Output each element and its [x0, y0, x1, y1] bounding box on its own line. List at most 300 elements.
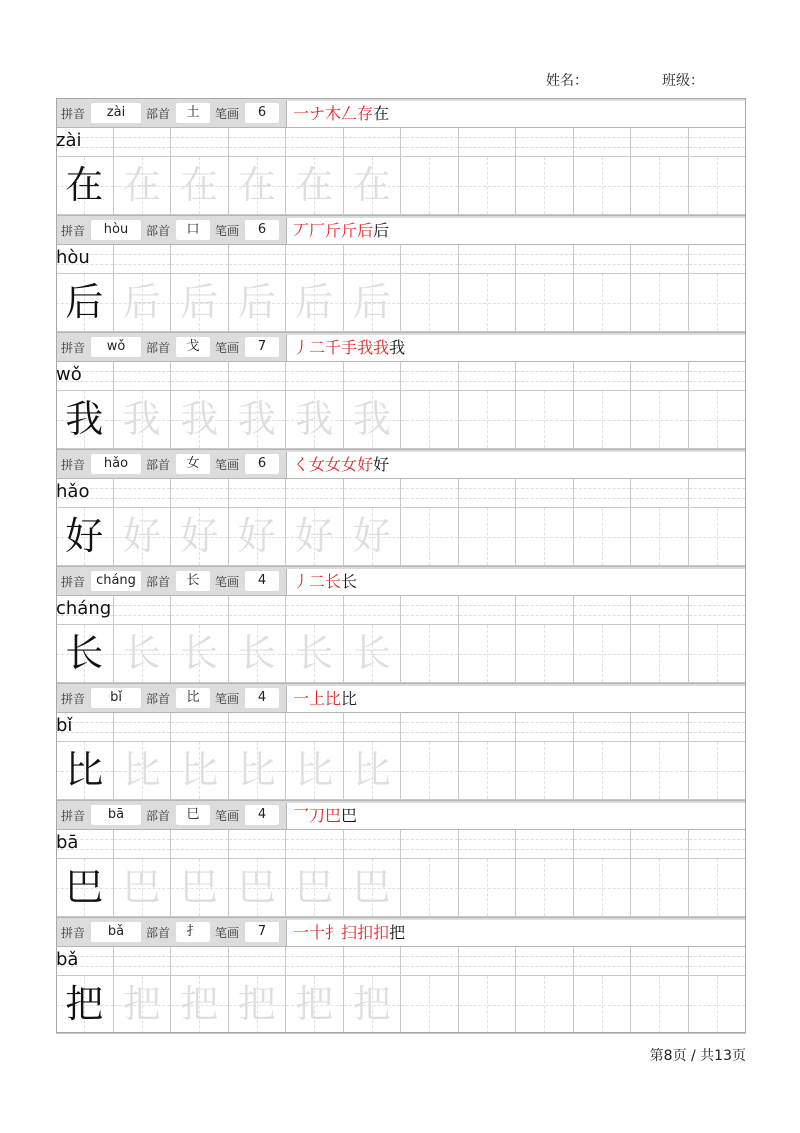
model-character: 长: [65, 631, 104, 675]
radical-label: 部首: [146, 575, 171, 589]
writing-cell[interactable]: [574, 742, 632, 800]
pinyin-cell[interactable]: [286, 947, 344, 976]
pinyin-cell[interactable]: [516, 245, 574, 274]
pinyin-cell[interactable]: [459, 245, 517, 274]
pinyin-cell[interactable]: [344, 830, 402, 859]
pinyin-cell[interactable]: [516, 479, 574, 508]
stroke-step: 比: [325, 689, 342, 708]
trace-character: 我: [237, 397, 276, 441]
writing-cell[interactable]: [56, 157, 114, 215]
trace-character: 好: [352, 514, 391, 558]
pinyin-cell[interactable]: [286, 245, 344, 274]
trace-character: 把: [122, 982, 161, 1026]
pinyin-cell[interactable]: [401, 830, 459, 859]
stroke-count-value: 4: [245, 805, 279, 825]
pinyin-cell[interactable]: [114, 713, 172, 742]
pinyin-cell[interactable]: [689, 830, 747, 859]
stroke-step: 存: [357, 104, 374, 123]
stroke-count-label: 笔画: [215, 926, 240, 940]
radical-label: 部首: [146, 458, 171, 472]
writing-cell[interactable]: [171, 508, 229, 566]
writing-cell[interactable]: [516, 157, 574, 215]
stroke-step: 斤: [341, 221, 358, 240]
stroke-step: 女: [325, 455, 342, 474]
pinyin-cell[interactable]: [574, 830, 632, 859]
writing-cell[interactable]: [631, 976, 689, 1034]
model-character: 我: [65, 397, 104, 441]
pinyin-cell[interactable]: [344, 245, 402, 274]
pinyin-label: 拼音: [61, 575, 86, 589]
writing-cell[interactable]: [229, 391, 287, 449]
writing-cell[interactable]: [631, 625, 689, 683]
writing-cell[interactable]: [631, 274, 689, 332]
writing-cell[interactable]: [574, 976, 632, 1034]
writing-cell[interactable]: [171, 742, 229, 800]
pinyin-label: 拼音: [61, 692, 86, 706]
pinyin-cell[interactable]: [401, 947, 459, 976]
writing-cell[interactable]: [459, 157, 517, 215]
stroke-order-sequence: [286, 569, 746, 595]
pinyin-label: 拼音: [61, 458, 86, 472]
pinyin-cell[interactable]: [631, 596, 689, 625]
trace-character: 在: [237, 163, 276, 207]
trace-character: 比: [352, 748, 391, 792]
character-info-row: [56, 683, 746, 713]
stroke-step: 长: [341, 572, 358, 591]
radical-label: 部首: [146, 107, 171, 121]
radical-value: 比: [176, 688, 210, 708]
pinyin-cell[interactable]: [171, 713, 229, 742]
pinyin-cell[interactable]: [114, 596, 172, 625]
pinyin-cell[interactable]: [401, 245, 459, 274]
writing-cell[interactable]: [401, 508, 459, 566]
character-info-row: [56, 449, 746, 479]
pinyin-cell[interactable]: [516, 830, 574, 859]
radical-value: 女: [176, 454, 210, 474]
character-block: [56, 800, 746, 917]
writing-cell[interactable]: [114, 976, 172, 1034]
writing-cell[interactable]: [286, 742, 344, 800]
writing-cell[interactable]: [114, 391, 172, 449]
pinyin-practice-row: [56, 830, 746, 859]
pinyin-text: zài: [56, 130, 82, 151]
stroke-step: 扣: [373, 923, 390, 942]
pinyin-text: bǎ: [56, 949, 79, 970]
pinyin-cell[interactable]: [114, 830, 172, 859]
writing-cell[interactable]: [459, 508, 517, 566]
writing-cell[interactable]: [286, 508, 344, 566]
pinyin-cell[interactable]: [171, 245, 229, 274]
writing-cell[interactable]: [689, 274, 747, 332]
pinyin-cell[interactable]: [516, 596, 574, 625]
character-info-row: [56, 917, 746, 947]
stroke-order-sequence: [286, 218, 746, 244]
stroke-count-label: 笔画: [215, 341, 240, 355]
writing-cell[interactable]: [689, 157, 747, 215]
pinyin-cell[interactable]: [229, 479, 287, 508]
character-info-row: [56, 800, 746, 830]
pinyin-cell[interactable]: [229, 245, 287, 274]
stroke-step: 千: [325, 338, 342, 357]
trace-character: 好: [122, 514, 161, 558]
trace-character: 长: [180, 631, 219, 675]
writing-cell[interactable]: [689, 508, 747, 566]
writing-cell[interactable]: [344, 274, 402, 332]
writing-cell[interactable]: [401, 976, 459, 1034]
writing-cell[interactable]: [401, 859, 459, 917]
writing-cell[interactable]: [286, 274, 344, 332]
writing-cell[interactable]: [516, 742, 574, 800]
model-character: 巴: [65, 865, 104, 909]
model-character: 在: [65, 163, 104, 207]
student-info-header: [546, 70, 746, 90]
stroke-step: 十: [309, 923, 326, 942]
pinyin-cell[interactable]: [631, 128, 689, 157]
writing-cell[interactable]: [229, 508, 287, 566]
stroke-order-sequence: [286, 686, 746, 712]
pinyin-cell[interactable]: [401, 128, 459, 157]
pinyin-cell[interactable]: [286, 362, 344, 391]
pinyin-cell[interactable]: [459, 362, 517, 391]
pinyin-cell[interactable]: [401, 596, 459, 625]
writing-cell[interactable]: [56, 508, 114, 566]
pinyin-cell[interactable]: [229, 947, 287, 976]
pinyin-cell[interactable]: [229, 128, 287, 157]
pinyin-cell[interactable]: [344, 947, 402, 976]
pinyin-cell[interactable]: [401, 362, 459, 391]
pinyin-cell[interactable]: [171, 362, 229, 391]
writing-cell[interactable]: [516, 859, 574, 917]
pinyin-cell[interactable]: [574, 362, 632, 391]
pinyin-cell[interactable]: [171, 830, 229, 859]
writing-cell[interactable]: [574, 508, 632, 566]
pinyin-cell[interactable]: [689, 713, 747, 742]
writing-cell[interactable]: [459, 859, 517, 917]
pinyin-cell[interactable]: [574, 713, 632, 742]
character-block: [56, 683, 746, 800]
writing-cell[interactable]: [171, 157, 229, 215]
pinyin-cell[interactable]: [344, 713, 402, 742]
stroke-count-label: 笔画: [215, 458, 240, 472]
pinyin-cell[interactable]: [574, 947, 632, 976]
writing-cell[interactable]: [574, 274, 632, 332]
writing-cell[interactable]: [631, 508, 689, 566]
pinyin-cell[interactable]: [171, 596, 229, 625]
pinyin-cell[interactable]: [689, 947, 747, 976]
writing-cell[interactable]: [401, 742, 459, 800]
writing-cell[interactable]: [286, 859, 344, 917]
pinyin-cell[interactable]: [171, 128, 229, 157]
writing-cell[interactable]: [114, 625, 172, 683]
writing-cell[interactable]: [114, 742, 172, 800]
pinyin-cell[interactable]: [401, 713, 459, 742]
pinyin-cell[interactable]: [689, 245, 747, 274]
trace-character: 巴: [180, 865, 219, 909]
writing-cell[interactable]: [631, 742, 689, 800]
stroke-step: 女: [341, 455, 358, 474]
pinyin-cell[interactable]: [286, 830, 344, 859]
writing-cell[interactable]: [516, 274, 574, 332]
pinyin-text: hǎo: [56, 481, 90, 502]
stroke-order-sequence: [286, 452, 746, 478]
stroke-count-label: 笔画: [215, 575, 240, 589]
pinyin-cell[interactable]: [689, 596, 747, 625]
pinyin-value: bā: [91, 805, 141, 825]
pinyin-cell[interactable]: [516, 362, 574, 391]
writing-cell[interactable]: [286, 976, 344, 1034]
writing-cell[interactable]: [689, 391, 747, 449]
pinyin-cell[interactable]: [459, 947, 517, 976]
pinyin-value: wǒ: [91, 337, 141, 357]
pinyin-cell[interactable]: [114, 947, 172, 976]
pinyin-cell[interactable]: [229, 830, 287, 859]
writing-cell[interactable]: [344, 742, 402, 800]
trace-character: 巴: [237, 865, 276, 909]
pinyin-label: 拼音: [61, 926, 86, 940]
writing-cell[interactable]: [286, 391, 344, 449]
trace-character: 我: [295, 397, 334, 441]
pinyin-practice-row: [56, 245, 746, 274]
pinyin-cell[interactable]: [516, 128, 574, 157]
writing-cell[interactable]: [574, 859, 632, 917]
stroke-step: 我: [373, 338, 390, 357]
character-practice-row: [56, 859, 746, 917]
pinyin-cell[interactable]: [574, 245, 632, 274]
stroke-order-sequence: [286, 335, 746, 361]
writing-cell[interactable]: [344, 976, 402, 1034]
writing-cell[interactable]: [516, 508, 574, 566]
pinyin-cell[interactable]: [114, 362, 172, 391]
pinyin-cell[interactable]: [631, 245, 689, 274]
pinyin-cell[interactable]: [459, 713, 517, 742]
writing-cell[interactable]: [171, 274, 229, 332]
pinyin-cell[interactable]: [631, 830, 689, 859]
pinyin-cell[interactable]: [574, 128, 632, 157]
trace-character: 后: [180, 280, 219, 324]
stroke-count-value: 4: [245, 571, 279, 591]
writing-cell[interactable]: [56, 274, 114, 332]
pinyin-practice-row: [56, 479, 746, 508]
pinyin-cell[interactable]: [229, 596, 287, 625]
trace-character: 长: [122, 631, 161, 675]
writing-cell[interactable]: [689, 976, 747, 1034]
writing-cell[interactable]: [574, 625, 632, 683]
radical-value: 扌: [176, 922, 210, 942]
pinyin-cell[interactable]: [574, 479, 632, 508]
trace-character: 后: [237, 280, 276, 324]
stroke-count-label: 笔画: [215, 107, 240, 121]
model-character: 后: [65, 280, 104, 324]
pinyin-cell[interactable]: [459, 830, 517, 859]
stroke-step: 把: [389, 923, 406, 942]
pinyin-cell[interactable]: [171, 479, 229, 508]
trace-character: 我: [122, 397, 161, 441]
writing-cell[interactable]: [171, 859, 229, 917]
stroke-step: 木: [325, 104, 342, 123]
writing-cell[interactable]: [171, 976, 229, 1034]
writing-cell[interactable]: [401, 391, 459, 449]
pinyin-label: 拼音: [61, 224, 86, 238]
pinyin-cell[interactable]: [286, 479, 344, 508]
writing-cell[interactable]: [114, 508, 172, 566]
trace-character: 巴: [295, 865, 334, 909]
stroke-step: 丿: [293, 338, 310, 357]
writing-cell[interactable]: [229, 625, 287, 683]
pinyin-cell[interactable]: [344, 362, 402, 391]
pinyin-cell[interactable]: [229, 362, 287, 391]
pinyin-cell[interactable]: [631, 362, 689, 391]
trace-character: 好: [295, 514, 334, 558]
pinyin-cell[interactable]: [459, 596, 517, 625]
pinyin-cell[interactable]: [574, 596, 632, 625]
writing-cell[interactable]: [344, 859, 402, 917]
writing-cell[interactable]: [459, 274, 517, 332]
pinyin-cell[interactable]: [631, 947, 689, 976]
writing-cell[interactable]: [401, 274, 459, 332]
writing-cell[interactable]: [114, 859, 172, 917]
pinyin-cell[interactable]: [114, 479, 172, 508]
character-block: [56, 449, 746, 566]
writing-cell[interactable]: [459, 742, 517, 800]
writing-cell[interactable]: [286, 157, 344, 215]
writing-cell[interactable]: [401, 157, 459, 215]
writing-cell[interactable]: [344, 391, 402, 449]
pinyin-cell[interactable]: [286, 713, 344, 742]
pinyin-cell[interactable]: [459, 128, 517, 157]
writing-cell[interactable]: [516, 625, 574, 683]
writing-cell[interactable]: [229, 157, 287, 215]
pinyin-cell[interactable]: [286, 596, 344, 625]
stroke-step: 后: [357, 221, 374, 240]
writing-cell[interactable]: [459, 976, 517, 1034]
writing-cell[interactable]: [516, 976, 574, 1034]
trace-character: 比: [237, 748, 276, 792]
stroke-step: 扫: [341, 923, 358, 942]
stroke-order-sequence: [286, 920, 746, 946]
writing-cell[interactable]: [56, 976, 114, 1034]
writing-cell[interactable]: [344, 157, 402, 215]
radical-value: 长: [176, 571, 210, 591]
pinyin-cell[interactable]: [114, 245, 172, 274]
character-practice-row: [56, 976, 746, 1034]
writing-cell[interactable]: [574, 391, 632, 449]
writing-cell[interactable]: [56, 625, 114, 683]
writing-cell[interactable]: [631, 859, 689, 917]
practice-sheet: [56, 98, 746, 1035]
trace-character: 巴: [352, 865, 391, 909]
radical-value: 口: [176, 220, 210, 240]
writing-cell[interactable]: [229, 742, 287, 800]
stroke-step: く: [293, 455, 310, 474]
pinyin-practice-row: [56, 596, 746, 625]
writing-cell[interactable]: [689, 859, 747, 917]
writing-cell[interactable]: [344, 508, 402, 566]
stroke-step: 我: [389, 338, 406, 357]
writing-cell[interactable]: [56, 391, 114, 449]
model-character: 比: [65, 748, 104, 792]
radical-value: 土: [176, 103, 210, 123]
character-block: [56, 332, 746, 449]
pinyin-text: bā: [56, 832, 79, 853]
stroke-step: 刀: [309, 806, 326, 825]
pinyin-cell[interactable]: [689, 479, 747, 508]
pinyin-cell[interactable]: [344, 479, 402, 508]
writing-cell[interactable]: [689, 742, 747, 800]
pinyin-practice-row: [56, 713, 746, 742]
pinyin-cell[interactable]: [344, 596, 402, 625]
character-block: [56, 566, 746, 683]
radical-label: 部首: [146, 341, 171, 355]
writing-cell[interactable]: [689, 625, 747, 683]
writing-cell[interactable]: [459, 391, 517, 449]
character-practice-row: [56, 508, 746, 566]
pinyin-value: bǐ: [91, 688, 141, 708]
trace-character: 我: [352, 397, 391, 441]
writing-cell[interactable]: [114, 157, 172, 215]
pinyin-value: hòu: [91, 220, 141, 240]
trace-character: 把: [237, 982, 276, 1026]
pinyin-cell[interactable]: [689, 362, 747, 391]
writing-cell[interactable]: [229, 859, 287, 917]
radical-label: 部首: [146, 926, 171, 940]
pinyin-cell[interactable]: [286, 128, 344, 157]
pinyin-cell[interactable]: [631, 479, 689, 508]
writing-cell[interactable]: [171, 625, 229, 683]
writing-cell[interactable]: [171, 391, 229, 449]
pinyin-practice-row: [56, 362, 746, 391]
writing-cell[interactable]: [631, 391, 689, 449]
pinyin-cell[interactable]: [401, 479, 459, 508]
pinyin-practice-row: [56, 128, 746, 157]
stroke-step: 扌: [325, 923, 342, 942]
writing-cell[interactable]: [459, 625, 517, 683]
class-label: 班级：: [662, 73, 704, 89]
writing-cell[interactable]: [286, 625, 344, 683]
writing-cell[interactable]: [631, 157, 689, 215]
character-block: [56, 917, 746, 1035]
model-character: 把: [65, 982, 104, 1026]
writing-cell[interactable]: [516, 391, 574, 449]
pinyin-cell[interactable]: [689, 128, 747, 157]
pinyin-cell[interactable]: [344, 128, 402, 157]
pinyin-cell[interactable]: [114, 128, 172, 157]
page-indicator: 第8页 / 共13页: [649, 1048, 746, 1064]
trace-character: 把: [180, 982, 219, 1026]
stroke-step: ナ: [309, 104, 326, 123]
model-character: 好: [65, 514, 104, 558]
trace-character: 在: [352, 163, 391, 207]
trace-character: 比: [122, 748, 161, 792]
writing-cell[interactable]: [401, 625, 459, 683]
stroke-step: 𠃋: [341, 104, 358, 123]
writing-cell[interactable]: [114, 274, 172, 332]
character-block: [56, 98, 746, 215]
writing-cell[interactable]: [56, 742, 114, 800]
pinyin-cell[interactable]: [516, 713, 574, 742]
pinyin-cell[interactable]: [516, 947, 574, 976]
pinyin-cell[interactable]: [631, 713, 689, 742]
writing-cell[interactable]: [344, 625, 402, 683]
pinyin-value: bǎ: [91, 922, 141, 942]
writing-cell[interactable]: [229, 274, 287, 332]
pinyin-cell[interactable]: [229, 713, 287, 742]
pinyin-cell[interactable]: [171, 947, 229, 976]
writing-cell[interactable]: [56, 859, 114, 917]
writing-cell[interactable]: [229, 976, 287, 1034]
writing-cell[interactable]: [574, 157, 632, 215]
radical-label: 部首: [146, 692, 171, 706]
pinyin-cell[interactable]: [459, 479, 517, 508]
